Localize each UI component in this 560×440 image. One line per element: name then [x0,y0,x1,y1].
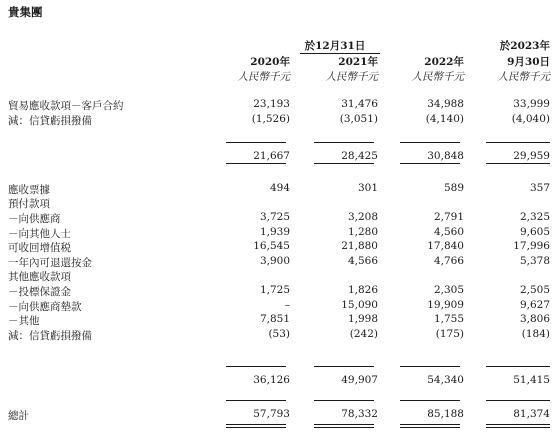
row-others-col1: 7,851 [259,313,290,325]
row-credit-loss-allowance-2-col1: (53) [268,328,290,340]
row-credit-loss-allowance-2-col2: (242) [349,328,378,340]
row-credit-loss-allowance-1-col3: (4,140) [425,113,464,125]
row-other-receivables-label: 其他應收款項 [8,271,71,283]
col3-year: 2022年 [424,56,464,68]
row-trade-receivables-col2: 31,476 [341,98,378,110]
row-vat-recoverable-col1: 16,545 [253,240,290,252]
subtotal2-rule-top-c1 [226,366,286,367]
row-prepay-suppliers-label: －向供應商 [8,213,61,225]
col2-year: 2021年 [338,56,378,68]
subtotal2-rule-top-c4 [486,366,550,367]
subtotal2-rule-top-c2 [314,366,374,367]
total-double-rule-2-c4 [486,427,550,428]
row-vat-recoverable-col2: 21,880 [341,240,378,252]
total-double-rule-1-c1 [226,424,286,425]
row-total-col1: 57,793 [253,408,290,420]
row-credit-loss-allowance-2-label: 減：信貸虧損撥備 [8,330,92,342]
total-rule-top-c1 [226,400,286,401]
col1-unit: 人民幣千元 [237,71,290,83]
col4-year-top: 於2023年 [499,40,550,52]
row-prepay-others-col2: 1,280 [347,226,378,238]
row-deposits-col4: 5,378 [519,255,550,267]
subtotal-rule-top-c2 [314,142,374,143]
row-subtotal-1-col1: 21,667 [253,150,290,162]
row-total-label: 總計 [8,410,29,422]
row-subtotal-1-col4: 29,959 [513,150,550,162]
row-credit-loss-allowance-2-col3: (175) [435,328,464,340]
row-prepay-suppliers-col2: 3,208 [347,211,378,223]
col3-unit: 人民幣千元 [411,71,464,83]
total-rule-top-c4 [486,400,550,401]
row-advances-suppliers-col3: 19,909 [427,299,464,311]
subtotal-rule-bot-c2 [314,163,374,164]
total-double-rule-1-c2 [314,424,374,425]
row-subtotal-1-col2: 28,425 [341,150,378,162]
row-vat-recoverable-col3: 17,840 [427,240,464,252]
row-trade-receivables-label: 貿易應收款項－客戶合約 [8,100,124,112]
row-others-col3: 1,755 [433,313,464,325]
row-prepay-others-label: －向其他人士 [8,228,71,240]
row-others-col2: 1,998 [347,313,378,325]
col1-year: 2020年 [250,56,290,68]
subtotal-rule-bot-c4 [486,163,550,164]
row-subtotal-2-col3: 54,340 [427,374,464,386]
subtotal-rule-top-c3 [400,142,460,143]
row-total-col4: 81,374 [513,408,550,420]
subtotal-rule-bot-c1 [226,163,286,164]
row-trade-receivables-col3: 34,988 [427,98,464,110]
row-deposits-label: 一年內可退還按金 [8,257,92,269]
row-prepay-others-col1: 1,939 [259,226,290,238]
row-deposits-col3: 4,766 [433,255,464,267]
row-bid-deposits-label: －投標保證金 [8,286,71,298]
col4-unit: 人民幣千元 [497,71,550,83]
row-credit-loss-allowance-1-col1: (1,526) [251,113,290,125]
subtotal-rule-top-c1 [226,142,286,143]
row-subtotal-2-col1: 36,126 [253,374,290,386]
total-double-rule-2-c1 [226,427,286,428]
row-bills-receivable-label: 應收票據 [8,184,50,196]
total-double-rule-2-c2 [314,427,374,428]
row-advances-suppliers-col4: 9,627 [519,299,550,311]
row-bills-receivable-col1: 494 [269,182,290,194]
row-subtotal-2-col4: 51,415 [513,374,550,386]
total-double-rule-2-c3 [400,427,460,428]
row-subtotal-1-col3: 30,848 [427,150,464,162]
total-rule-top-c2 [314,400,374,401]
col2-unit: 人民幣千元 [325,71,378,83]
row-bid-deposits-col1: 1,725 [259,284,290,296]
row-bills-receivable-col2: 301 [357,182,378,194]
row-others-label: －其他 [8,315,40,327]
row-bills-receivable-col3: 589 [443,182,464,194]
row-credit-loss-allowance-2-col4: (184) [521,328,550,340]
row-bid-deposits-col3: 2,305 [433,284,464,296]
row-trade-receivables-col4: 33,999 [513,98,550,110]
row-vat-recoverable-label: 可收回增值税 [8,242,71,254]
row-prepay-suppliers-col4: 2,325 [519,211,550,223]
row-prepay-suppliers-col1: 3,725 [259,211,290,223]
row-advances-suppliers-col2: 15,090 [341,299,378,311]
row-advances-suppliers-label: －向供應商墊款 [8,301,82,313]
subtotal-rule-top-c4 [486,142,550,143]
row-subtotal-2-col2: 49,907 [341,374,378,386]
row-total-col2: 78,332 [341,408,378,420]
row-bid-deposits-col2: 1,826 [347,284,378,296]
row-credit-loss-allowance-1-col2: (3,051) [339,113,378,125]
subtotal-rule-bot-c3 [400,163,460,164]
row-total-col3: 85,188 [427,408,464,420]
row-others-col4: 3,806 [519,313,550,325]
row-prepay-suppliers-col3: 2,791 [433,211,464,223]
row-vat-recoverable-col4: 17,996 [513,240,550,252]
total-double-rule-1-c4 [486,424,550,425]
row-prepayments-label: 預付款項 [8,198,50,210]
total-double-rule-1-c3 [400,424,460,425]
row-deposits-col1: 3,900 [259,255,290,267]
subtotal2-rule-top-c3 [400,366,460,367]
col4-year: 9月30日 [507,56,550,68]
row-prepay-others-col3: 4,560 [433,226,464,238]
row-advances-suppliers-col1: – [284,299,290,311]
row-prepay-others-col4: 9,605 [519,226,550,238]
group-header: 於12月31日 [304,40,366,52]
row-credit-loss-allowance-1-label: 減：信貸虧損撥備 [8,115,92,127]
row-trade-receivables-col1: 23,193 [253,98,290,110]
row-bid-deposits-col4: 2,505 [519,284,550,296]
row-bills-receivable-col4: 357 [529,182,550,194]
row-credit-loss-allowance-1-col4: (4,040) [511,113,550,125]
section-title: 貴集團 [8,5,43,19]
total-rule-top-c3 [400,400,460,401]
row-deposits-col2: 4,566 [347,255,378,267]
